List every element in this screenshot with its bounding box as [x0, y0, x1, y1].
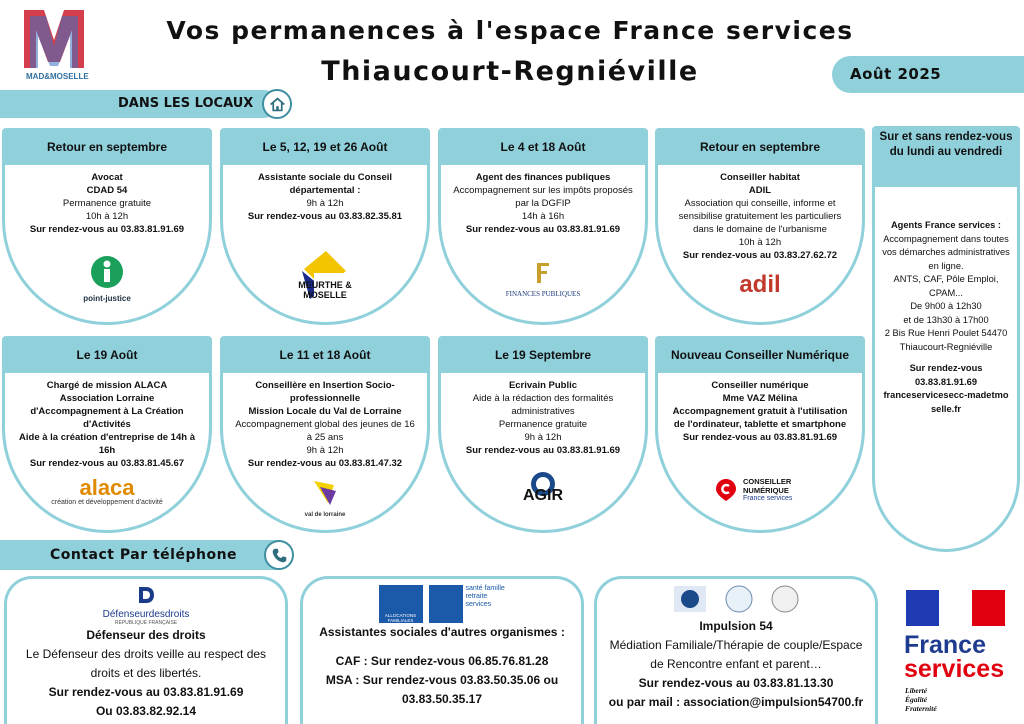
card-line: Sur rendez-vous au 03.83.82.35.81: [247, 211, 403, 222]
card-line: Aide à la création d'entreprise de 14h à 16h: [19, 432, 195, 456]
card-adil: [655, 128, 865, 325]
card-header: Le 5, 12, 19 et 26 Août: [223, 131, 427, 165]
logo-caption: ALLOCATIONS FAMILIALES: [384, 613, 417, 623]
motto-line: Liberté: [905, 686, 928, 695]
card-avocat: [2, 128, 212, 325]
card-finances-publiques: [438, 128, 648, 325]
card-line: Sur rendez-vous au 03.83.81.91.69: [465, 224, 621, 235]
side-card-line: Accompagnement dans toutes vos démarches administratives en ligne.: [882, 233, 1010, 271]
card-line: Assistante sociale du Conseil départemental :: [257, 172, 393, 196]
section-local-label: DANS LES LOCAUX: [118, 96, 254, 111]
card-line: 10h à 12h: [738, 237, 782, 248]
card-header: Le 11 et 18 Août: [223, 339, 427, 373]
card-header: Retour en septembre: [658, 131, 862, 165]
card-header: Le 4 et 18 Août: [441, 131, 645, 165]
assistantes-title: Assistantes sociales d'autres organismes :: [319, 625, 565, 639]
france-services-logo: [902, 590, 1012, 718]
card-line: Sur rendez-vous au 03.83.81.45.67: [29, 458, 185, 469]
card-line: Chargé de mission ALACA: [46, 380, 168, 391]
card-line: Sur rendez-vous au 03.83.81.91.69: [682, 432, 838, 443]
card-line: Conseillère en Insertion Socio-professionnelle: [255, 380, 395, 404]
mad-moselle-logo: [4, 6, 89, 82]
card-header: Retour en septembre: [5, 131, 209, 165]
impulsion-mail: ou par mail : association@impulsion54700.fr: [608, 695, 864, 709]
logo-subcaption: France services: [743, 495, 793, 502]
card-line: Sur rendez-vous au 03.83.81.91.69: [465, 445, 621, 456]
card-line: 9h à 12h: [306, 445, 344, 456]
card-line: Conseiller habitat: [720, 172, 800, 183]
card-line: Mission Locale du Val de Lorraine: [248, 406, 402, 417]
side-card-header: Sur et sans rendez-vous du lundi au vendredi: [875, 129, 1017, 187]
card-line: CDAD 54: [86, 185, 128, 196]
caf-logo: [379, 585, 423, 623]
card-line: 14h à 16h: [521, 211, 565, 222]
logo-caption: MEURTHE & MOSELLE: [298, 280, 352, 300]
val-de-lorraine-logo: [223, 477, 427, 518]
section-phone-bar: [0, 540, 290, 570]
card-header: Le 19 Août: [5, 339, 209, 373]
card-line: Conseiller numérique: [711, 380, 809, 391]
card-header: Le 19 Septembre: [441, 339, 645, 373]
card-line: Accompagnement gratuit à l'utilisation de l'ordinateur, tablette et smartphone: [672, 406, 848, 430]
card-line: Sur rendez-vous au 03.83.27.62.72: [682, 250, 838, 261]
card-mission-locale: [220, 336, 430, 533]
date-badge: Août 2025: [832, 56, 1024, 93]
side-card-line: De 9h00 à 12h30: [910, 301, 982, 311]
impulsion-rdv: Sur rendez-vous au 03.83.81.13.30: [638, 676, 834, 690]
logo-caption: val de lorraine: [304, 512, 346, 518]
logo-caption: CONSEILLER NUMÉRIQUE: [743, 477, 792, 495]
card-line: Aide à la rédaction des formalités administratives: [472, 393, 614, 417]
card-line: Sur rendez-vous au 03.83.81.91.69: [29, 224, 185, 235]
logo-caption: FINANCES PUBLIQUES: [505, 290, 581, 298]
card-line: Mme VAZ Mélina: [722, 393, 798, 404]
card-line: ADIL: [748, 185, 772, 196]
side-card-rdv: Sur rendez-vous: [909, 363, 983, 373]
card-line: Ecrivain Public: [508, 380, 578, 391]
side-card-france-services: [872, 126, 1020, 552]
card-line: Avocat: [91, 172, 123, 183]
card-conseiller-numerique: [655, 336, 865, 533]
page-title: Vos permanences à l'espace France services: [166, 16, 854, 45]
side-card-address: 2 Bis Rue Henri Poulet 54470 Thiaucourt-Regniéville: [884, 328, 1008, 352]
side-card-line: ANTS, CAF, Pôle Emploi, CPAM...: [893, 274, 999, 298]
msa-logo: [429, 585, 506, 623]
section-local-bar: [0, 90, 278, 118]
defenseur-logo: [7, 579, 285, 626]
impulsion-desc: Médiation Familiale/Thérapie de couple/Espace de Rencontre enfant et parent…: [609, 638, 863, 671]
caf-line: CAF : Sur rendez-vous 06.85.76.81.28: [335, 654, 549, 668]
adil-logo: [658, 273, 862, 297]
card-alaca: [2, 336, 212, 533]
card-header: Nouveau Conseiller Numérique: [658, 339, 862, 373]
card-line: Accompagnement sur les impôts proposés par la DGFIP: [453, 185, 633, 209]
card-impulsion-54: [594, 576, 878, 724]
card-line: Permanence gratuite: [498, 419, 588, 430]
france-word: France: [904, 631, 986, 659]
impulsion-title: Impulsion 54: [699, 619, 773, 633]
card-line: 10h à 12h: [85, 211, 129, 222]
motto-line: Égalité: [905, 695, 928, 704]
home-icon: [262, 89, 292, 119]
logo-caption: point-justice: [83, 294, 131, 303]
republic-motto: [905, 686, 937, 713]
page-subtitle: Thiaucourt-Regniéville: [321, 56, 699, 87]
logo-caption: santé famille retraite services: [465, 585, 505, 608]
card-line: Sur rendez-vous au 03.83.81.47.32: [247, 458, 403, 469]
logo-caption: Défenseurdesdroits: [102, 609, 190, 620]
card-assistante-sociale: [220, 128, 430, 325]
alaca-logo: [5, 477, 209, 506]
phone-icon: [264, 540, 294, 570]
card-assistantes-sociales: [300, 576, 584, 724]
logo-caption: adil: [739, 271, 781, 298]
meurthe-moselle-logo: [223, 249, 427, 325]
defenseur-rdv: Sur rendez-vous au 03.83.81.91.69: [48, 685, 244, 699]
point-justice-logo: [5, 255, 209, 303]
defenseur-title: Défenseur des droits: [86, 628, 206, 642]
card-line: Association qui conseille, informe et sensibilise gratuitement les particuliers dans le domaine de l'urbanisme: [678, 198, 842, 235]
card-line: Agent des finances publiques: [475, 172, 611, 183]
logo-text: MAD&MOSELLE: [26, 72, 89, 81]
agir-logo: [441, 471, 645, 518]
side-card-phone: 03.83.81.91.69: [914, 376, 978, 387]
card-line: Association Lorraine d'Accompagnement à La Création d'Activités: [30, 393, 184, 430]
card-defenseur-droits: [4, 576, 288, 724]
logo-caption: AGIR: [523, 487, 563, 504]
motto-line: Fraternité: [905, 704, 937, 713]
section-phone-label: Contact Par téléphone: [50, 547, 238, 563]
defenseur-alt-phone: Ou 03.83.82.92.14: [95, 704, 197, 718]
card-line: 9h à 12h: [306, 198, 344, 209]
defenseur-desc: Le Défenseur des droits veille au respect des droits et des libertés.: [25, 647, 267, 680]
card-line: Permanence gratuite: [62, 198, 152, 209]
logo-subcaption: RÉPUBLIQUE FRANÇAISE: [114, 620, 178, 626]
card-line: 9h à 12h: [524, 432, 562, 443]
logo-subcaption: création et développement d'activité: [51, 499, 163, 506]
msa-line: MSA : Sur rendez-vous 03.83.50.35.06 ou 03.83.50.35.17: [325, 673, 559, 706]
conseiller-numerique-logo: [658, 477, 862, 507]
side-card-line: et de 13h30 à 17h00: [903, 314, 989, 325]
side-card-email: franceservicesecc-madetmoselle.fr: [883, 390, 1009, 414]
finances-publiques-logo: [441, 261, 645, 298]
card-ecrivain-public: [438, 336, 648, 533]
logo-caption: alaca: [79, 475, 135, 500]
marianne-flag-icon: [906, 590, 1004, 626]
impulsion-logos: [597, 579, 875, 617]
services-word: services: [904, 655, 1005, 683]
side-card-title: Agents France services :: [890, 220, 1002, 230]
card-line: Accompagnement global des jeunes de 16 à 25 ans: [235, 419, 415, 443]
